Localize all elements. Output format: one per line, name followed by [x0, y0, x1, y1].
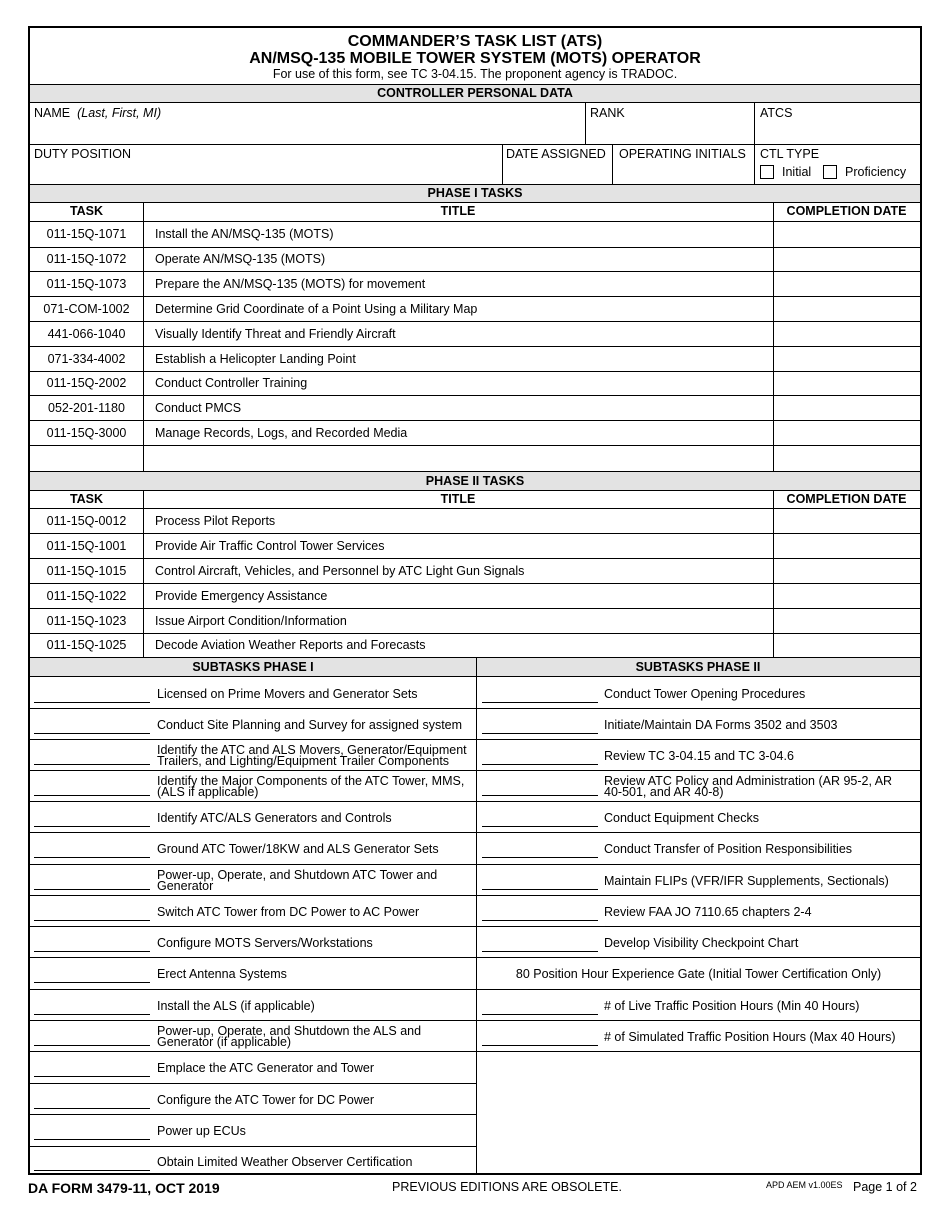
table-row [30, 346, 920, 371]
form-title-line1: COMMANDER’S TASK LIST (ATS) [347, 33, 603, 50]
table-row [30, 445, 920, 471]
phase1-col-title: TITLE [440, 204, 476, 218]
table-row [30, 321, 920, 346]
task-number: 011-15Q-1073 [46, 276, 127, 291]
list-item [30, 1051, 476, 1083]
subtask-label: Configure MOTS Servers/Workstations [157, 935, 373, 950]
subtask-label: Identify ATC/ALS Generators and Controls [157, 810, 392, 825]
initials-line[interactable] [34, 1045, 150, 1046]
initials-line[interactable] [34, 795, 150, 796]
subtask-label: Power up ECUs [157, 1124, 246, 1138]
list-item [477, 708, 920, 739]
subtask-label-line2: Generator [157, 878, 214, 893]
task-title: Control Aircraft, Vehicles, and Personnel by ATC Light Gun Signals [155, 563, 525, 578]
list-item [477, 989, 920, 1020]
completion-date-input[interactable] [776, 560, 916, 581]
task-title: Establish a Helicopter Landing Point [155, 351, 356, 366]
completion-date-input[interactable] [776, 610, 916, 631]
task-title: Provide Emergency Assistance [155, 588, 328, 603]
initials-line[interactable] [482, 920, 598, 921]
operating-initials-label: OPERATING INITIALS [619, 147, 746, 161]
completion-date-input[interactable] [776, 447, 916, 469]
subtask-label-line1: Review ATC Policy and Administration (AR 95-2, AR [604, 773, 893, 788]
initials-line[interactable] [482, 857, 598, 858]
initials-line[interactable] [34, 1170, 150, 1171]
task-number: 011-15Q-1015 [46, 563, 127, 578]
task-title: Decode Aviation Weather Reports and Forecasts [155, 638, 426, 652]
subtasks-phase1-title: SUBTASKS PHASE I [192, 660, 314, 674]
subtasks-phase2-title: SUBTASKS PHASE II [635, 660, 761, 674]
subtask-label: Obtain Limited Weather Observer Certification [157, 1154, 413, 1169]
subtask-label: Conduct Transfer of Position Responsibilities [604, 842, 853, 856]
table-row [30, 371, 920, 395]
subtask-label-line1: Power-up, Operate, and Shutdown ATC Tower and [157, 867, 438, 882]
completion-date-input[interactable] [776, 422, 916, 443]
rank-input[interactable] [588, 122, 751, 142]
list-item [30, 1114, 476, 1146]
list-item [30, 1146, 476, 1175]
table-row [30, 296, 920, 321]
task-title: Operate AN/MSQ-135 (MOTS) [155, 252, 326, 266]
list-item [477, 677, 920, 708]
initials-line[interactable] [34, 733, 150, 734]
atcs-input[interactable] [757, 122, 917, 142]
duty-position-input[interactable] [32, 162, 499, 182]
ctl-proficiency-label: Proficiency [845, 165, 907, 179]
subtask-label: Review FAA JO 7110.65 chapters 2-4 [604, 904, 812, 919]
task-number: 011-15Q-1025 [46, 638, 127, 652]
table-row [30, 533, 920, 558]
initials-line[interactable] [34, 764, 150, 765]
task-title: Visually Identify Threat and Friendly Aircraft [155, 326, 396, 341]
subtask-label-line2: (ALS if applicable) [157, 784, 259, 799]
phase1-header: PHASE I TASKS [30, 184, 920, 203]
phase1-col-task: TASK [69, 204, 104, 218]
list-item [477, 739, 920, 770]
atcs-field-label: ATCS [760, 106, 793, 120]
phase2-col-task: TASK [69, 492, 104, 506]
personal-data-header: CONTROLLER PERSONAL DATA [30, 84, 920, 103]
table-row [30, 633, 920, 657]
subtask-label: Maintain FLIPs (VFR/IFR Supplements, Sectionals) [604, 873, 889, 888]
table-row [30, 395, 920, 420]
table-row [30, 420, 920, 445]
list-item [477, 864, 920, 895]
task-number: 011-15Q-1001 [46, 538, 127, 553]
initials-line[interactable] [34, 1014, 150, 1015]
task-number: 011-15Q-1022 [46, 588, 127, 603]
position-hours-label: # of Live Traffic Position Hours (Min 40 Hours) [604, 998, 860, 1013]
initials-line[interactable] [482, 889, 598, 890]
ctl-initial-label: Initial [782, 165, 812, 179]
subtask-label: Install the ALS (if applicable) [157, 998, 315, 1013]
list-item [477, 801, 920, 832]
list-item [30, 1083, 476, 1114]
task-number: 011-15Q-1072 [46, 252, 127, 266]
subtask-label: Initiate/Maintain DA Forms 3502 and 3503 [604, 717, 838, 732]
subtask-label: Develop Visibility Checkpoint Chart [604, 935, 799, 950]
list-item [30, 801, 476, 832]
task-number: 441-066-1040 [47, 326, 126, 341]
task-title: Provide Air Traffic Control Tower Services [155, 538, 385, 553]
form-number: DA FORM 3479-11, OCT 2019 [28, 1180, 220, 1196]
initials-line[interactable] [34, 1108, 150, 1109]
completion-date-input[interactable] [776, 535, 916, 556]
name-input[interactable] [32, 122, 582, 142]
task-title: Install the AN/MSQ-135 (MOTS) [155, 227, 334, 241]
task-number: 011-15Q-0012 [46, 513, 127, 528]
list-item [477, 770, 920, 801]
phase2-col-title: TITLE [440, 492, 476, 506]
subtask-label: Emplace the ATC Generator and Tower [157, 1061, 375, 1075]
task-title: Issue Airport Condition/Information [155, 613, 347, 628]
completion-date-input[interactable] [776, 635, 916, 655]
subtask-label: Conduct Equipment Checks [604, 810, 759, 825]
list-item [30, 770, 476, 801]
ctl-initial-checkbox[interactable] [760, 165, 774, 179]
task-title: Prepare the AN/MSQ-135 (MOTS) for movement [155, 276, 426, 291]
subtask-label: Ground ATC Tower/18KW and ALS Generator Sets [157, 842, 439, 856]
initials-line[interactable] [34, 951, 150, 952]
subtask-label: Erect Antenna Systems [157, 967, 287, 981]
date-assigned-input[interactable] [505, 162, 609, 182]
rank-field-label: RANK [590, 106, 625, 120]
task-title: Process Pilot Reports [155, 513, 276, 528]
completion-date-input[interactable] [776, 397, 916, 418]
initials-line[interactable] [34, 889, 150, 890]
phase1-col-date: COMPLETION DATE [786, 204, 907, 218]
table-row [30, 583, 920, 608]
table-row [30, 608, 920, 633]
subtask-label-line2: Trailers, and Lighting/Equipment Trailer Components [157, 753, 450, 768]
initials-line[interactable] [34, 702, 150, 703]
list-item [30, 895, 476, 926]
completion-date-input[interactable] [776, 373, 916, 393]
initials-line[interactable] [482, 826, 598, 827]
subtasks-header [30, 657, 920, 677]
completion-date-input[interactable] [776, 223, 916, 245]
form-subtitle: For use of this form, see TC 3-04.15. The proponent agency is TRADOC. [272, 67, 678, 81]
list-item [477, 895, 920, 926]
initials-line[interactable] [34, 920, 150, 921]
subtask-label: Switch ATC Tower from DC Power to AC Power [157, 904, 420, 919]
duty-position-label: DUTY POSITION [34, 147, 132, 161]
experience-gate-label: 80 Position Hour Experience Gate (Initial Tower Certification Only) [515, 967, 882, 981]
task-title: Determine Grid Coordinate of a Point Using a Military Map [155, 301, 478, 316]
form-frame [28, 26, 922, 1175]
task-number: 011-15Q-1071 [46, 227, 127, 241]
task-number: 071-334-4002 [47, 351, 126, 366]
list-item [30, 708, 476, 739]
task-number: 011-15Q-1023 [46, 613, 127, 628]
list-item [30, 832, 476, 864]
phase2-header: PHASE II TASKS [30, 471, 920, 491]
date-assigned-label: DATE ASSIGNED [506, 147, 606, 161]
initials-line[interactable] [34, 857, 150, 858]
task-number: 011-15Q-2002 [46, 376, 127, 390]
operating-initials-input[interactable] [615, 162, 751, 182]
ctl-type-label: CTL TYPE [760, 147, 820, 161]
subtask-label: Conduct Site Planning and Survey for assigned system [157, 717, 463, 732]
list-item [30, 989, 476, 1020]
subtask-label: Review TC 3-04.15 and TC 3-04.6 [604, 748, 794, 763]
initials-line[interactable] [482, 702, 598, 703]
task-title: Conduct Controller Training [155, 376, 308, 390]
completion-date-input[interactable] [776, 298, 916, 319]
page-number: Page 1 of 2 [853, 1180, 917, 1194]
table-row [30, 558, 920, 583]
initials-line[interactable] [34, 1139, 150, 1140]
subtask-label: Licensed on Prime Movers and Generator Sets [157, 686, 418, 701]
list-item [30, 926, 476, 957]
list-item [477, 832, 920, 864]
list-item [30, 864, 476, 895]
list-item [30, 739, 476, 770]
initials-line[interactable] [482, 764, 598, 765]
subtask-label-line1: Power-up, Operate, and Shutdown the ALS and [157, 1023, 422, 1038]
subtask-label-line2: Generator (if applicable) [157, 1034, 292, 1049]
completion-date-input[interactable] [776, 348, 916, 369]
table-row [30, 508, 920, 533]
initials-line[interactable] [34, 826, 150, 827]
initials-line[interactable] [482, 951, 598, 952]
ctl-proficiency-checkbox[interactable] [823, 165, 837, 179]
task-title: Conduct PMCS [155, 400, 242, 415]
task-number: 071-COM-1002 [43, 301, 130, 316]
completion-date-input[interactable] [776, 249, 916, 269]
completion-date-input[interactable] [776, 585, 916, 606]
task-number: 011-15Q-3000 [46, 425, 127, 440]
phase2-col-date: COMPLETION DATE [786, 492, 907, 506]
subtask-label: Conduct Tower Opening Procedures [604, 686, 806, 701]
task-number: 052-201-1180 [48, 400, 125, 415]
initials-line[interactable] [34, 982, 150, 983]
form-title-line2: AN/MSQ-135 MOBILE TOWER SYSTEM (MOTS) OPERATOR [249, 50, 701, 67]
table-row [30, 247, 920, 271]
list-item [477, 926, 920, 957]
subtask-divider [477, 1051, 920, 1052]
table-row [30, 271, 920, 296]
table-row [30, 221, 920, 247]
list-item [30, 677, 476, 708]
initials-line[interactable] [482, 795, 598, 796]
completion-date-input[interactable] [776, 323, 916, 344]
editions-notice: PREVIOUS EDITIONS ARE OBSOLETE. [392, 1180, 622, 1194]
task-title: Manage Records, Logs, and Recorded Media [155, 425, 408, 440]
version-label: APD AEM v1.00ES [766, 1180, 843, 1190]
list-item [477, 1020, 920, 1051]
subtask-label-line1: Identify the ATC and ALS Movers, Generator/Equipment [157, 742, 467, 757]
list-item [30, 1020, 476, 1051]
completion-date-input[interactable] [776, 273, 916, 294]
position-hours-label: # of Simulated Traffic Position Hours (Max 40 Hours) [604, 1029, 896, 1044]
initials-line[interactable] [34, 1076, 150, 1077]
completion-date-input[interactable] [776, 510, 916, 531]
position-hours-line[interactable] [482, 1014, 598, 1015]
position-hours-line[interactable] [482, 1045, 598, 1046]
initials-line[interactable] [482, 733, 598, 734]
list-item [30, 957, 476, 989]
subtask-label: Configure the ATC Tower for DC Power [157, 1092, 374, 1107]
list-item [477, 957, 920, 989]
subtask-label-line2: 40-501, and AR 40-8) [604, 784, 724, 799]
name-field-label: NAME (Last, First, MI) [34, 106, 162, 120]
subtask-label-line1: Identify the Major Components of the ATC Tower, MMS, [157, 773, 465, 788]
